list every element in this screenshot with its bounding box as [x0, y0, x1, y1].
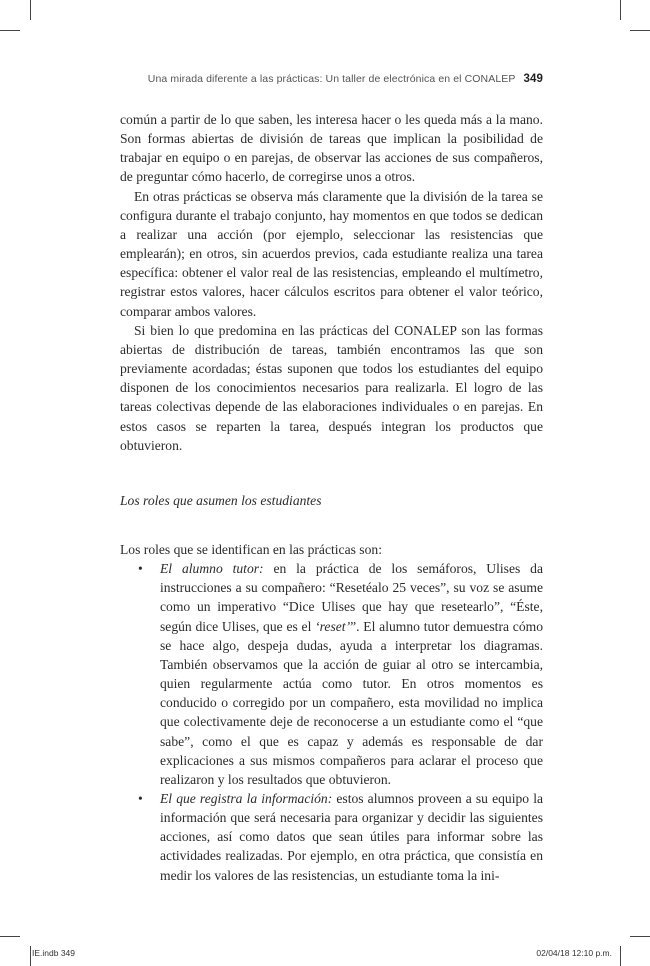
- crop-mark-bottom-left-vertical: [30, 946, 31, 966]
- section-title: Los roles que asumen los estudiantes: [120, 492, 322, 508]
- list-item: [120, 789, 543, 885]
- crop-mark-bottom-left-horizontal: [0, 936, 20, 937]
- reset-term: ‘reset’: [315, 618, 351, 634]
- crop-mark-top-right-vertical: [620, 0, 621, 20]
- role-term: El que registra la información:: [160, 791, 333, 806]
- footer-file: IE.indb 349: [32, 948, 76, 958]
- crop-mark-top-right-horizontal: [630, 30, 650, 31]
- paragraph: común a partir de lo que saben, les interesa hacer o les queda más a la mano. Son formas abiertas de división de tareas que implican la posibilidad de trabajar en equipo o en parejas, de observar las acciones de sus compañeros, de preguntar cómo hacerlo, de corregirse unos a otros.: [120, 112, 543, 185]
- paragraph: En otras prácticas se observa más claramente que la división de la tarea se configura durante el trabajo conjunto, hay momentos en que todos se dedican a realizar una acción (por ejemplo, seleccionar las resistencias que emplearán); en otros, sin acuerdos previos, cada estudiante realiza una tarea específica: obtener el valor real de las resistencias, empleando el multímetro, registrar estos valores, hacer cálculos escritos para obtener el valor teórico, comparar ambos valores.: [120, 188, 543, 319]
- bullet: •: [138, 791, 143, 806]
- paragraph: Si bien lo que predomina en las prácticas del CONALEP son las formas abiertas de distribución de tareas, también encontramos las que son previamente acordadas; éstas suponen que todos los estudiantes del equipo disponen de los conocimientos necesarios para realizarla. El logro de las tareas colectivas depende de las elaboraciones individuales o en parejas. En estos casos se reparten la tarea, después integran los productos que obtuvieron.: [120, 322, 543, 453]
- crop-mark-top-left-horizontal: [0, 30, 20, 31]
- body-text: [120, 110, 543, 885]
- crop-mark-top-left-vertical: [30, 0, 31, 20]
- role-text: estos alumnos proveen a su equipo la información que será necesaria para organizar y decidir las siguientes acciones, así como datos que sean útiles para informar sobre las actividades realizadas. Por ejemplo, en otra práctica, que consistía en medir los valores de las resistencias, un estudiante toma la ini-: [160, 791, 543, 883]
- role-term: El alumno tutor:: [160, 561, 264, 577]
- crop-mark-bottom-right-vertical: [620, 946, 621, 966]
- bullet: •: [138, 561, 143, 577]
- list-item: [120, 559, 543, 789]
- crop-mark-bottom-right-horizontal: [630, 936, 650, 937]
- page-number: 349: [523, 73, 543, 85]
- running-title: Una mirada diferente a las prácticas: Un taller de electrónica en el CONALEP: [147, 73, 516, 85]
- footer-datetime: 02/04/18 12:10 p.m.: [536, 948, 612, 958]
- roles-intro: Los roles que se identifican en las prácticas son:: [120, 541, 382, 557]
- roles-list: [120, 559, 543, 885]
- role-text: en la práctica de los semáforos, Ulises da instrucciones a su compañero: “Resetéalo 25 veces”, su voz se asume como un imperativo “Dice Ulises que hay que resetearlo”, “Éste, según dice Ulises, que es el: [160, 561, 543, 634]
- role-text-continued: ”. El alumno tutor demuestra cómo se hace algo, despeja dudas, ayuda a interpretar los diagramas. También observamos que la acción de guiar al otro se intercambia, quien regularmente actúa como tutor. En otros momentos es conducido o corregido por un compañero, esta movilidad no implica que colectivamente deje de reconocerse a un estudiante como el “que sabe”, como el que es capaz y además es responsable de dar explicaciones a sus mismos compañeros para aclarar el proceso que realizaron y los resultados que obtuvieron.: [160, 618, 543, 787]
- running-header: [120, 73, 543, 85]
